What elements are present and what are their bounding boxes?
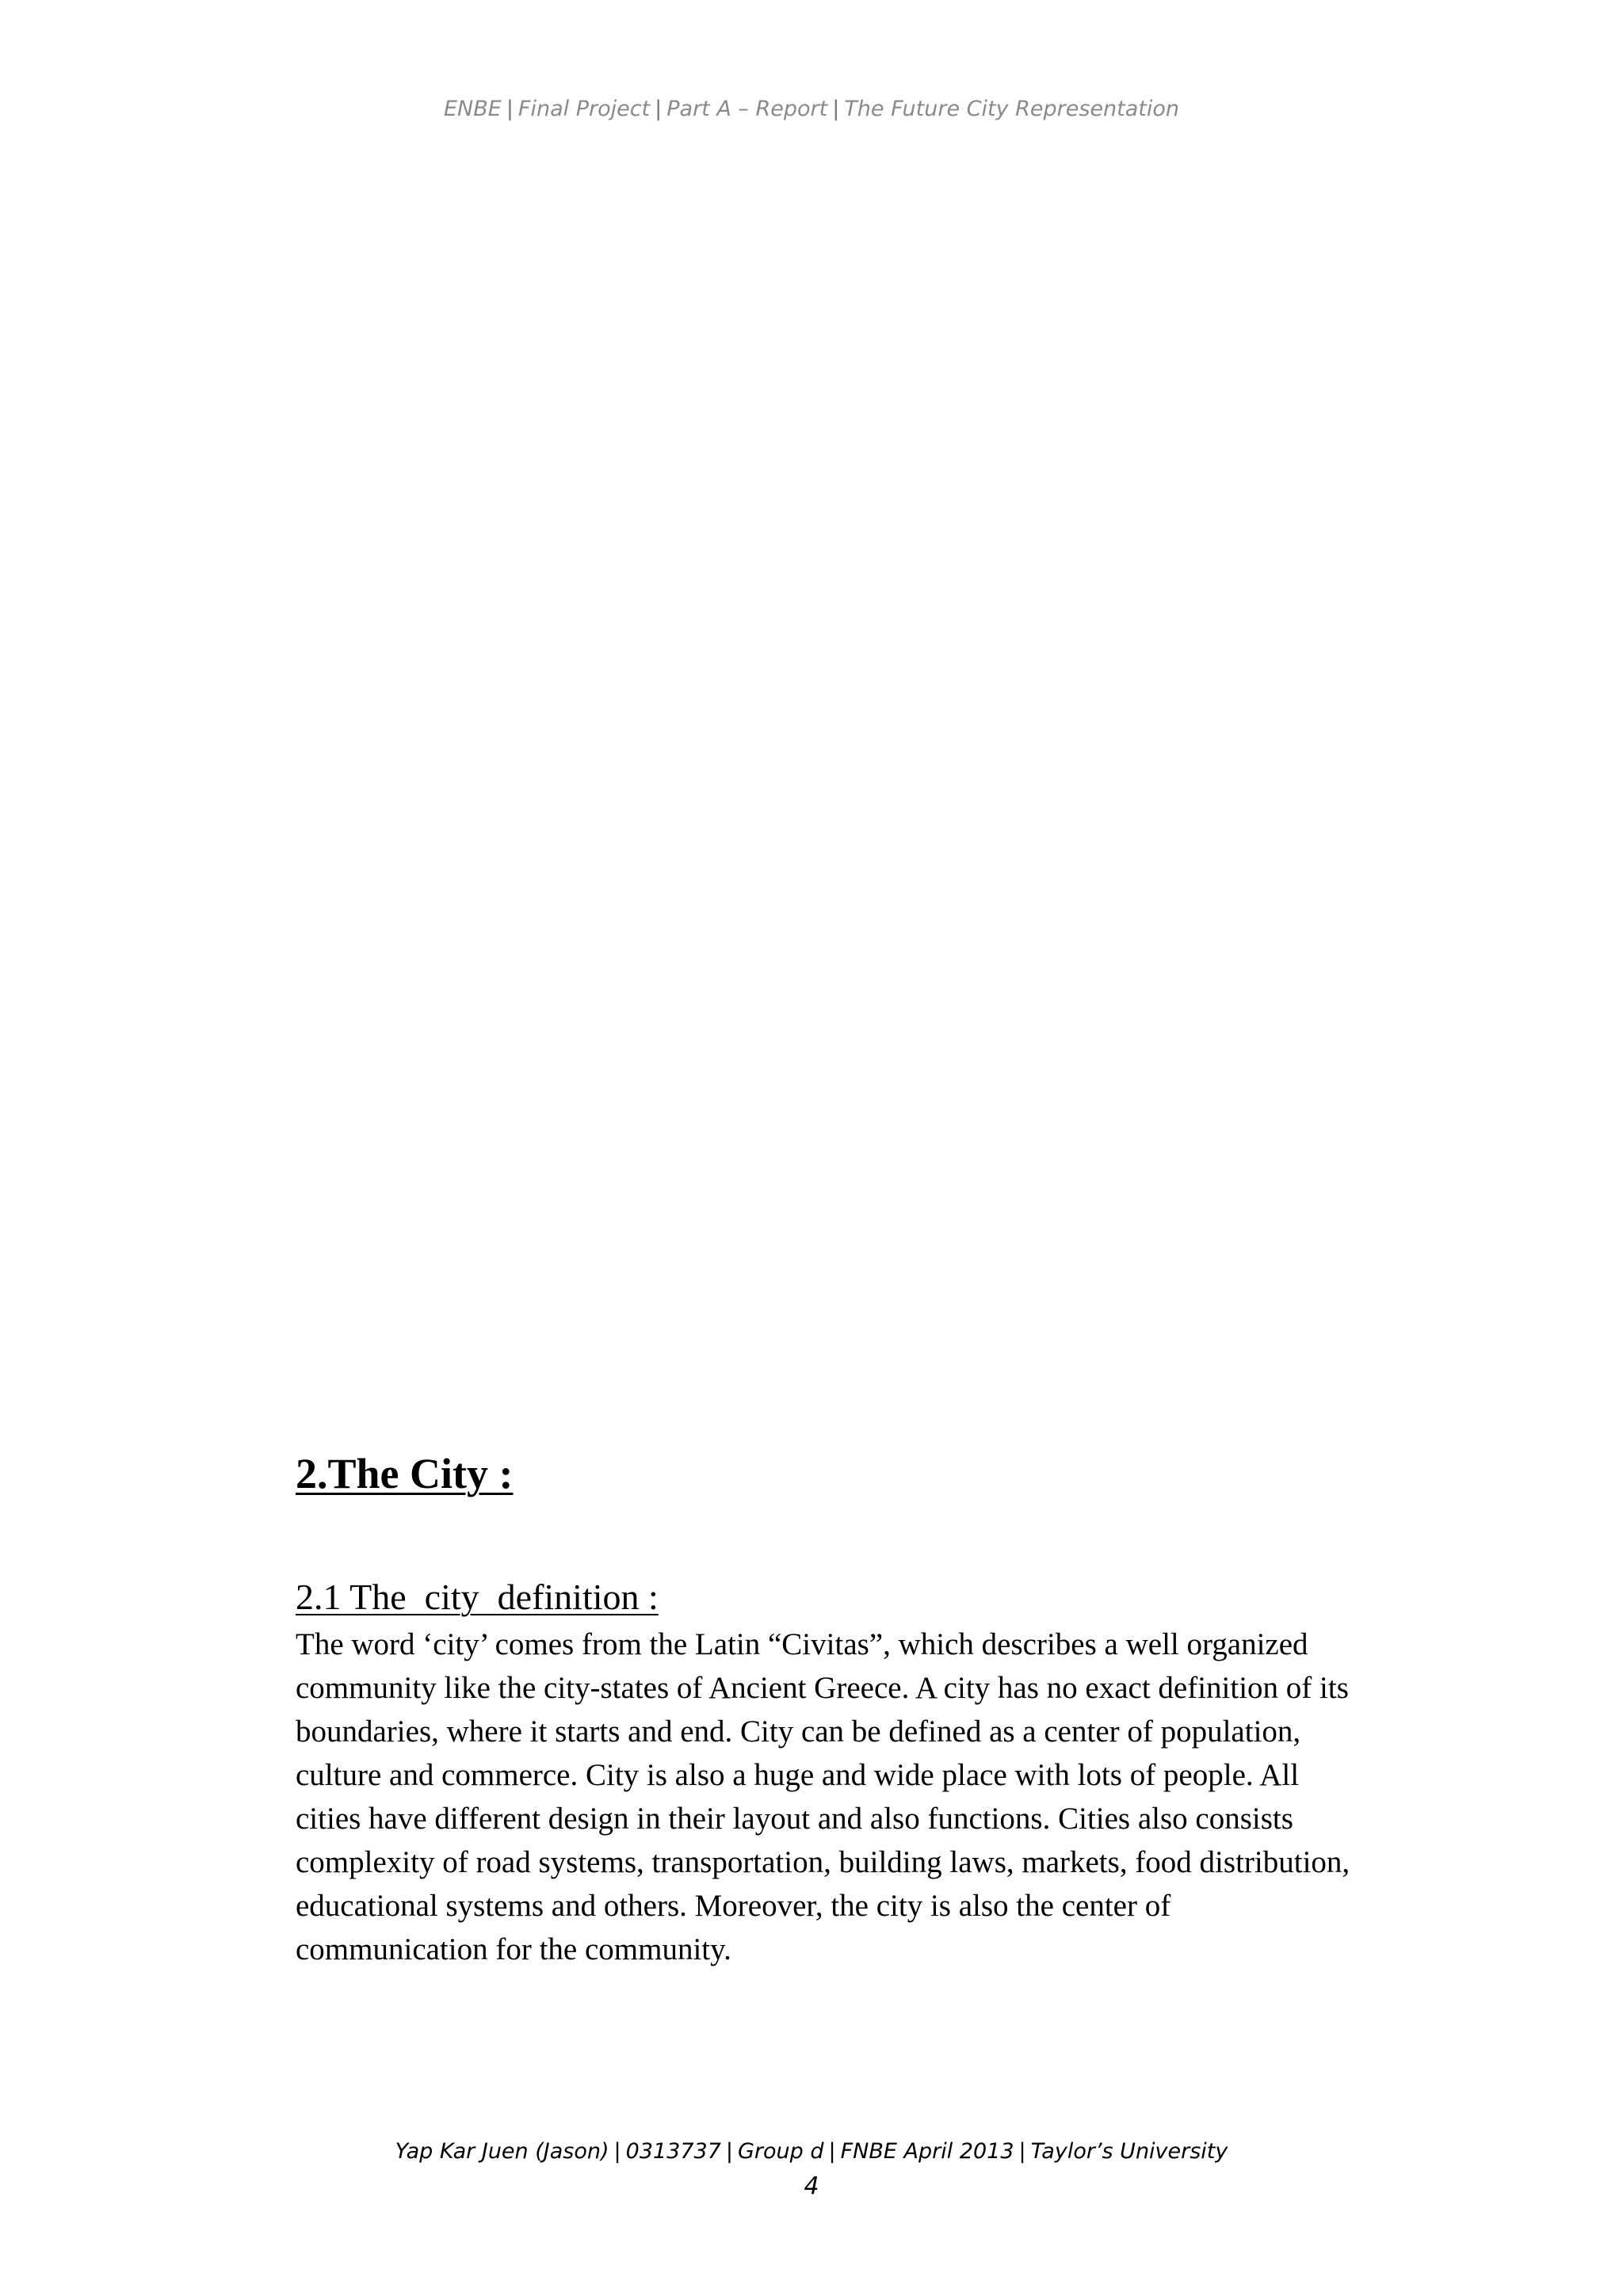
footer-group: Group d	[738, 2139, 824, 2164]
footer-separator: |	[613, 2139, 621, 2164]
footer-intake: FNBE April 2013	[840, 2139, 1014, 2164]
header-separator: |	[655, 97, 663, 121]
header-project: Final Project	[517, 97, 651, 121]
footer-author: Yap Kar Juen (Jason)	[395, 2139, 609, 2164]
definition-paragraph	[296, 1623, 1437, 1971]
paragraph-line: educational systems and others. Moreover, the city is also the center of	[296, 1889, 1171, 1923]
header-course: ENBE	[443, 97, 502, 121]
footer-separator: |	[725, 2139, 733, 2164]
subsection-heading: 2.1 The city definition :	[296, 1577, 659, 1617]
footer-separator: |	[828, 2139, 836, 2164]
paragraph-line: communication for the community.	[296, 1932, 731, 1966]
page-number: 4	[804, 2172, 819, 2200]
paragraph-line: community like the city-states of Ancient Greece. A city has no exact definition of its	[296, 1671, 1349, 1705]
footer-separator: |	[1018, 2139, 1026, 2164]
paragraph-line: The word ‘city’ comes from the Latin “Civitas”, which describes a well organized	[296, 1627, 1308, 1661]
header-separator: |	[832, 97, 840, 121]
footer-student-id: 0313737	[625, 2139, 721, 2164]
paragraph-line: cities have different design in their layout and also functions. Cities also consists	[296, 1802, 1293, 1836]
paragraph-line: boundaries, where it starts and end. City can be defined as a center of population,	[296, 1714, 1301, 1749]
header-part: Part A – Report	[666, 97, 828, 121]
header-separator: |	[506, 97, 514, 121]
page-header	[0, 97, 1623, 121]
header-title: The Future City Representation	[844, 97, 1180, 121]
paragraph-line: culture and commerce. City is also a huge and wide place with lots of people. All	[296, 1758, 1300, 1792]
footer-university: Taylor’s University	[1030, 2139, 1228, 2164]
paragraph-line: complexity of road systems, transportation, building laws, markets, food distribution,	[296, 1845, 1350, 1879]
section-heading: 2.The City :	[296, 1450, 514, 1497]
page-footer	[0, 2139, 1623, 2164]
